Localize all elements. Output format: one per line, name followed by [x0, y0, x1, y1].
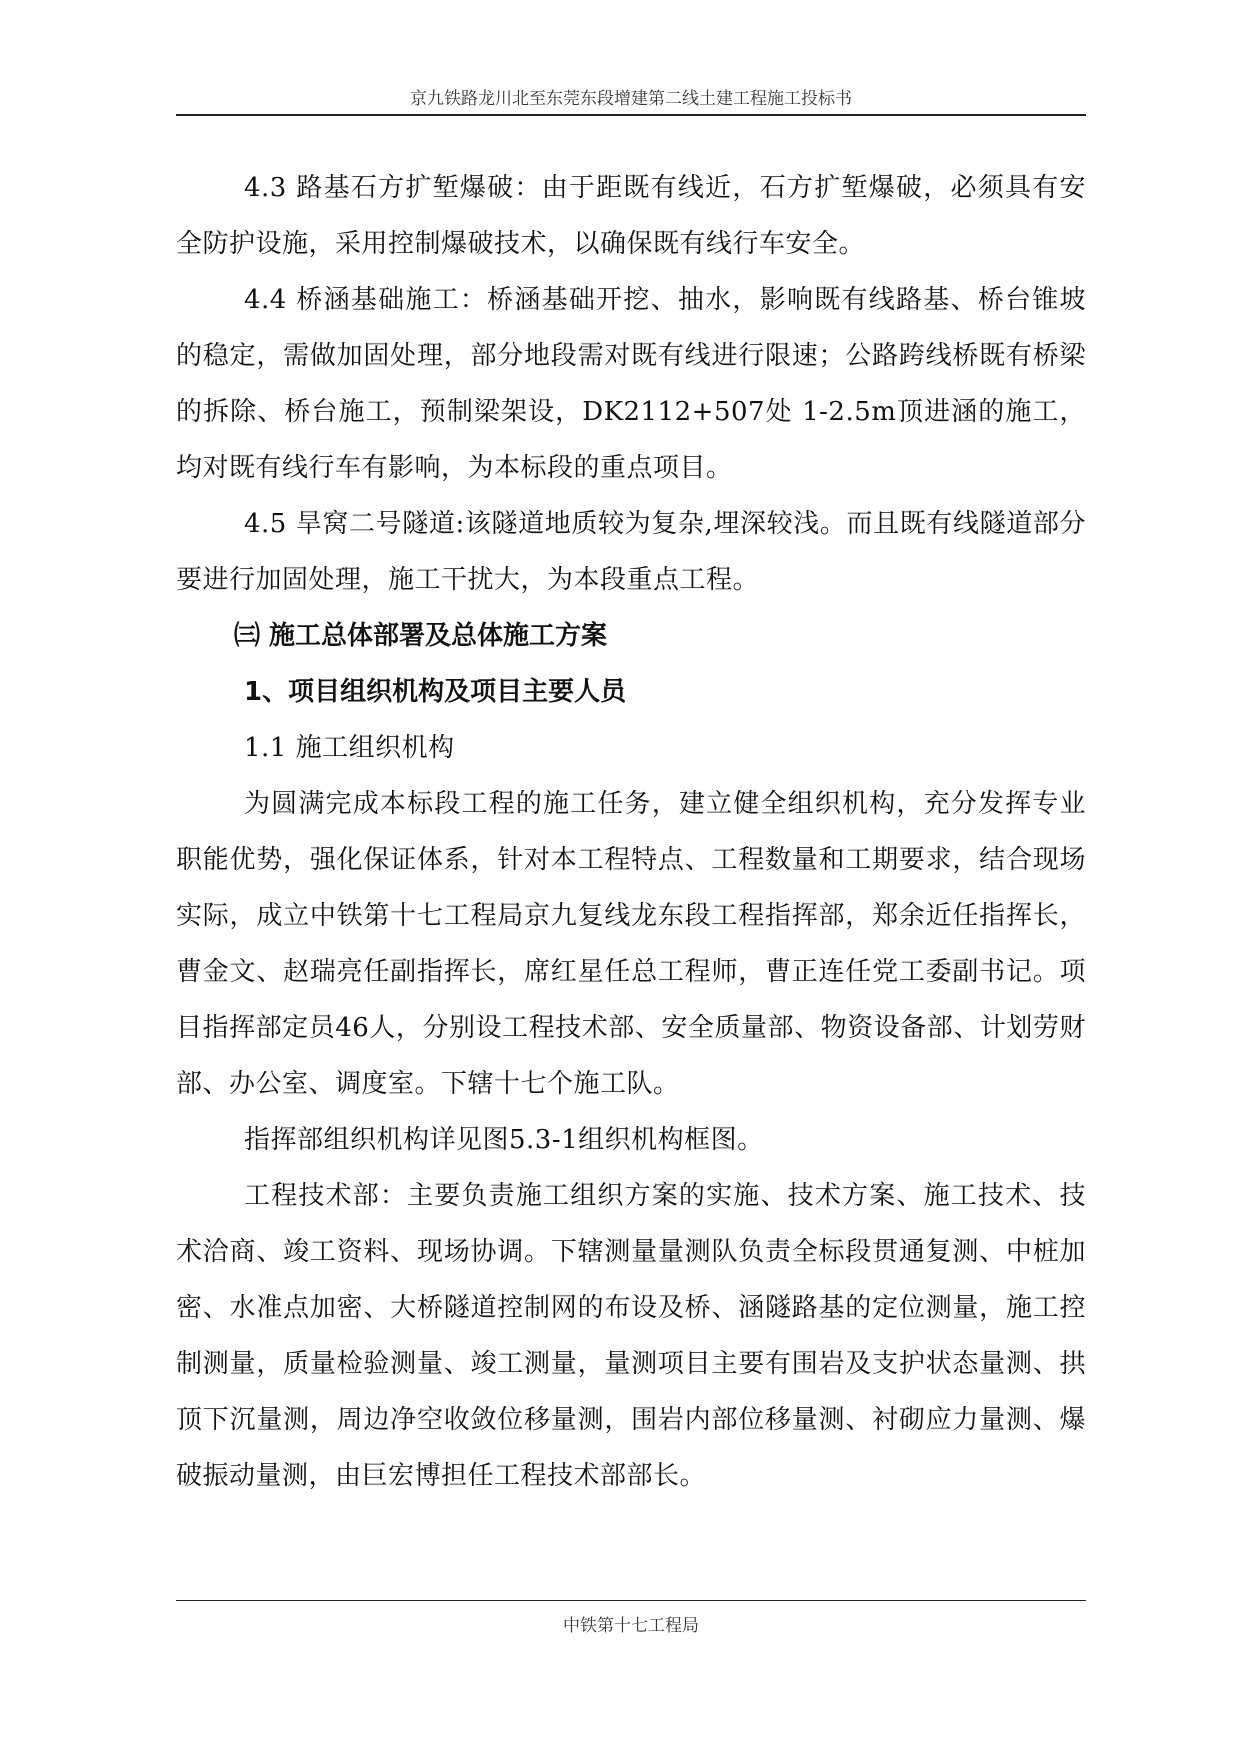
paragraph-organization: 为圆满完成本标段工程的施工任务，建立健全组织机构，充分发挥专业职能优势，强化保证体系，针对本工程特点、工程数量和工期要求，结合现场实际，成立中铁第十七工程局京九复线龙东段工程指挥部，郑余近任指挥长，曹金文、赵瑞亮任副指挥长，席红星任总工程师，曹正连任党工委副书记。项目指挥部定员46人，分别设工程技术部、安全质量部、物资设备部、计划劳财部、办公室、调度室。下辖十七个施工队。: [176, 789, 1086, 1099]
running-header: 京九铁路龙川北至东莞东段增建第二线土建工程施工投标书: [176, 84, 1086, 116]
paragraph-4-3: 4.3 路基石方扩堑爆破：由于距既有线近，石方扩堑爆破，必须具有安全防护设施，采用控制爆破技术，以确保既有线行车安全。: [176, 173, 1086, 259]
running-footer: 中铁第十七工程局: [563, 1616, 699, 1636]
section-heading: ㈢ 施工总体部署及总体施工方案: [234, 621, 608, 651]
paragraph-4-5: 4.5 旱窝二号隧道:该隧道地质较为复杂,埋深较浅。而且既有线隧道部分要进行加固处理，施工干扰大，为本段重点工程。: [176, 509, 1086, 595]
paragraph-technical-department: 工程技术部：主要负责施工组织方案的实施、技术方案、施工技术、技术洽商、竣工资料、现场协调。下辖测量量测队负责全标段贯通复测、中桩加密、水准点加密、大桥隧道控制网的布设及桥、涵隧路基的定位测量，施工控制测量，质量检验测量、竣工测量，量测项目主要有围岩及支护状态量测、拱顶下沉量测，周边净空收敛位移量测，围岩内部位移量测、衬砌应力量测、爆破振动量测，由巨宏博担任工程技术部部长。: [176, 1181, 1086, 1491]
item-heading-1-1: 1.1 施工组织机构: [244, 733, 455, 763]
sub-heading: 1、项目组织机构及项目主要人员: [244, 677, 627, 707]
paragraph-4-4: 4.4 桥涵基础施工：桥涵基础开挖、抽水，影响既有线路基、桥台锥坡的稳定，需做加固处理，部分地段需对既有线进行限速；公路跨线桥既有桥梁的拆除、桥台施工，预制梁架设，DK2112+507处 1-2.5m顶进涵的施工，均对既有线行车有影响，为本标段的重点项目。: [176, 285, 1086, 483]
footer-divider: [176, 1600, 1086, 1601]
document-body: [176, 160, 1086, 1504]
paragraph-figure-reference: 指挥部组织机构详见图5.3-1组织机构框图。: [244, 1125, 764, 1155]
